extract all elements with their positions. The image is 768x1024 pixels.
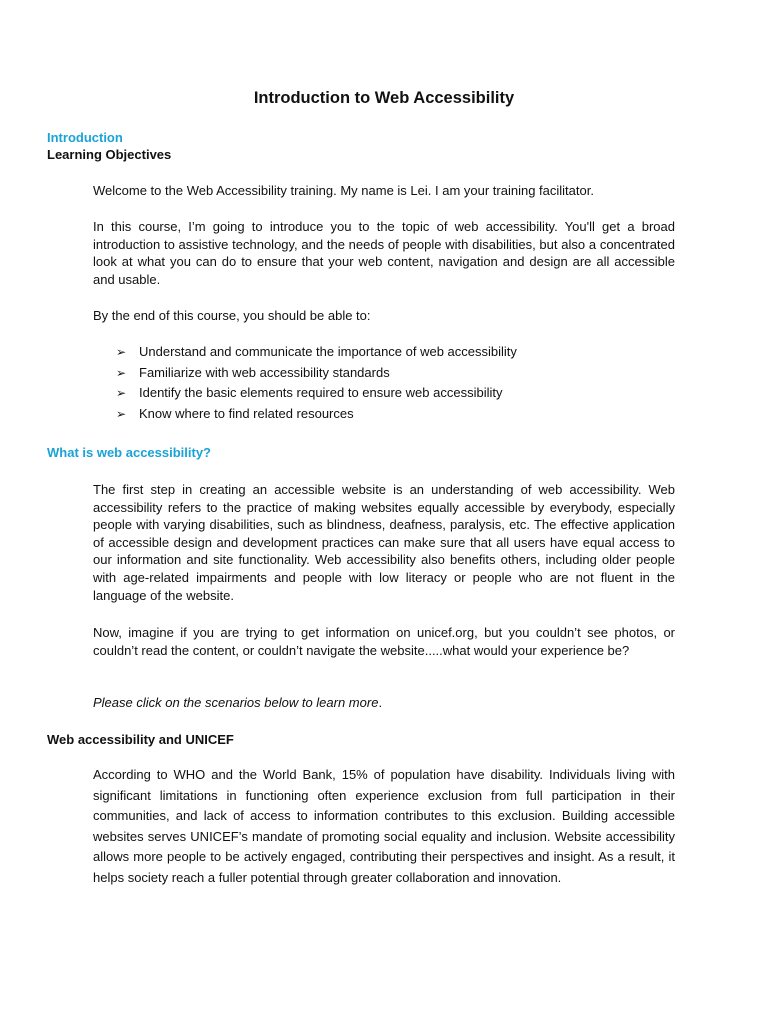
scenarios-period: . — [378, 695, 383, 710]
objective-text: Know where to find related resources — [139, 405, 354, 421]
objectives-list — [116, 342, 517, 424]
unicef-paragraph: According to WHO and the World Bank, 15% of population have disability. Individuals living with significant limitations in functioning often experience exclusion from full participation in their communities, and lack of access to information contributes to this exclusion. Building accessible websites serves UNICEF’s mandate of promoting social equality and inclusion. Website accessibility allows more people to be actively engaged, contributing their perspectives and insight. As a result, it helps society reach a fuller potential through greater collaboration and innovation. — [93, 767, 675, 885]
introduction-heading: Introduction — [47, 130, 123, 145]
unicef-heading: Web accessibility and UNICEF — [47, 732, 234, 747]
arrow-bullet-icon: ➢ — [116, 406, 127, 421]
objective-text: Identify the basic elements required to ensure web accessibility — [139, 385, 503, 400]
objective-text: Familiarize with web accessibility standards — [139, 364, 390, 380]
end-of-course-paragraph: By the end of this course, you should be able to: — [93, 308, 371, 323]
scenarios-paragraph — [93, 694, 675, 712]
list-item — [116, 363, 517, 384]
scenarios-text: Please click on the scenarios below to learn more — [93, 695, 379, 710]
list-item — [116, 342, 517, 363]
welcome-paragraph: Welcome to the Web Accessibility training. My name is Lei. I am your training facilitator. — [93, 183, 594, 198]
arrow-bullet-icon: ➢ — [116, 386, 127, 400]
imagine-paragraph: Now, imagine if you are trying to get information on unicef.org, but you couldn’t see photos, or couldn’t read the content, or couldn’t navigate the website.....what would your experience be? — [93, 625, 675, 658]
list-item — [116, 404, 517, 425]
first-step-paragraph: The first step in creating an accessible website is an understanding of web accessibility. Web accessibility refers to the practice of making websites equally accessible by everybody, especially people with varying disabilities, such as blindness, deafness, paralysis, etc. The effective application of accessible design and development practices can make sure that all users have equal access to our information and site functionality. Web accessibility also benefits others, including older people with age-related impairments and people with low literacy or people who are not fluent in the language of the website. — [93, 482, 675, 603]
arrow-bullet-icon: ➢ — [116, 345, 127, 359]
list-item — [116, 383, 517, 404]
learning-objectives-heading: Learning Objectives — [47, 147, 172, 162]
course-paragraph: In this course, I’m going to introduce you to the topic of web accessibility. You'll get a broad introduction to assistive technology, and the needs of people with disabilities, but also a concentrated look at what you can do to ensure that your web content, navigation and design are all accessible and usable. — [93, 219, 675, 287]
arrow-bullet-icon: ➢ — [116, 365, 127, 380]
what-is-heading: What is web accessibility? — [47, 445, 211, 460]
document-title: Introduction to Web Accessibility — [253, 89, 515, 107]
objective-text: Understand and communicate the importance of web accessibility — [139, 344, 517, 359]
